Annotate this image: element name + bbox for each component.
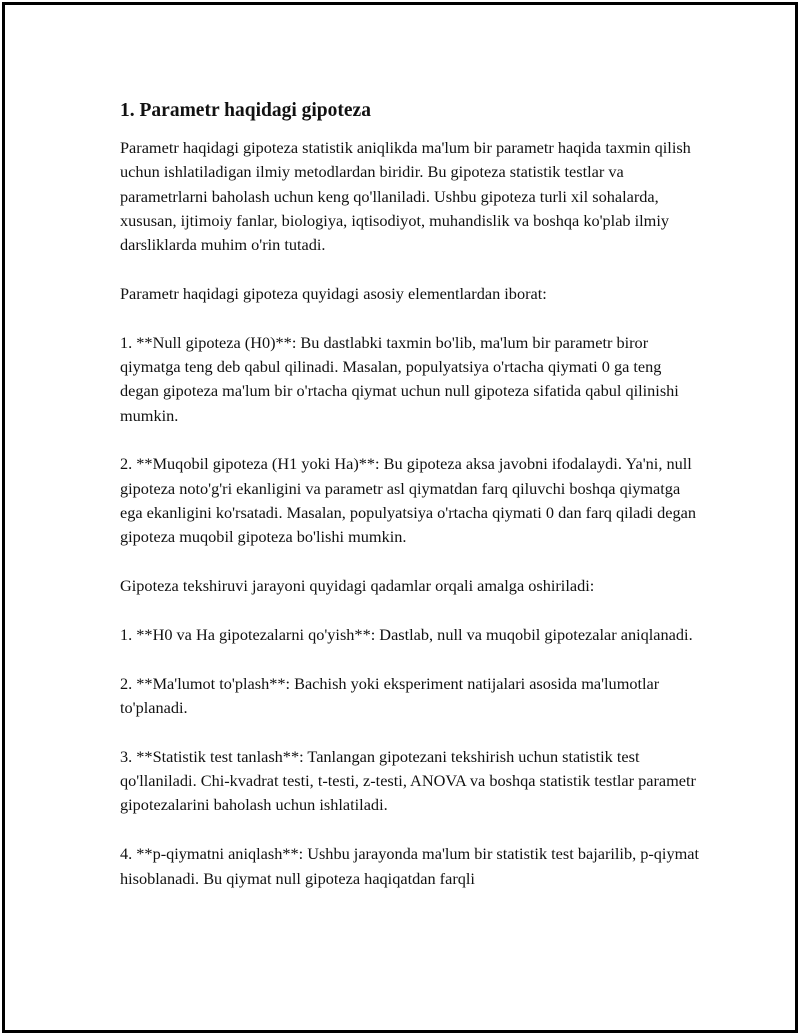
- page-frame: [2, 2, 798, 1033]
- section-heading: 1. Parametr haqidagi gipoteza: [120, 100, 371, 121]
- step-4-paragraph: 4. **p-qiymatni aniqlash**: Ushbu jarayonda ma'lum bir statistik test bajarilib, p-qiymat hisoblanadi. Bu qiymat null gipoteza haqiqatdan farqli: [120, 844, 700, 888]
- step-1-paragraph: 1. **H0 va Ha gipotezalarni qo'yish**: Dastlab, null va muqobil gipotezalar aniqlanadi.: [120, 624, 693, 644]
- alternative-hypothesis-paragraph: 2. **Muqobil gipoteza (H1 yoki Ha)**: Bu gipoteza aksa javobni ifodalaydi. Ya'ni, null gipoteza noto'g'ri ekanligini va parametr asl qiymatdan farq qiluvchi boshqa qiymatga ega ekanligini ko'rsatadi. Masalan, populyatsiya o'rtacha qiymati 0 dan farq qiladi degan gipoteza muqobil gipoteza bo'lishi mumkin.: [120, 454, 696, 547]
- testing-steps-intro-paragraph: Gipoteza tekshiruvi jarayoni quyidagi qadamlar orqali amalga oshiriladi:: [120, 576, 595, 596]
- elements-intro-paragraph: Parametr haqidagi gipoteza quyidagi asosiy elementlardan iborat:: [120, 283, 547, 303]
- step-3-paragraph: 3. **Statistik test tanlash**: Tanlangan gipotezani tekshirish uchun statistik test qo'llaniladi. Chi-kvadrat testi, t-testi, z-testi, ANOVA va boshqa statistik testlar parametr gipotezalarini baholash uchun ishlatiladi.: [120, 746, 696, 815]
- null-hypothesis-paragraph: 1. **Null gipoteza (H0)**: Bu dastlabki taxmin bo'lib, ma'lum bir parametr biror qiymatga teng deb qabul qilinadi. Masalan, populyatsiya o'rtacha qiymati 0 ga teng degan gipoteza ma'lum bir o'rtacha qiymat uchun null gipoteza sifatida qabul qilinishi mumkin.: [120, 332, 679, 425]
- intro-paragraph: Parametr haqidagi gipoteza statistik aniqlikda ma'lum bir parametr haqida taxmin qilish uchun ishlatiladigan ilmiy metodlardan biridir. Bu gipoteza statistik testlar va parametrlarni baholash uchun keng qo'llaniladi. Ushbu gipoteza turli xil sohalarda, xususan, ijtimoiy fanlar, biologiya, iqtisodiyot, muhandislik va boshqa ko'plab ilmiy darsliklarda muhim o'rin tutadi.: [120, 138, 691, 255]
- document-body: [120, 98, 700, 915]
- step-2-paragraph: 2. **Ma'lumot to'plash**: Bachish yoki eksperiment natijalari asosida ma'lumotlar to'planadi.: [120, 673, 660, 718]
